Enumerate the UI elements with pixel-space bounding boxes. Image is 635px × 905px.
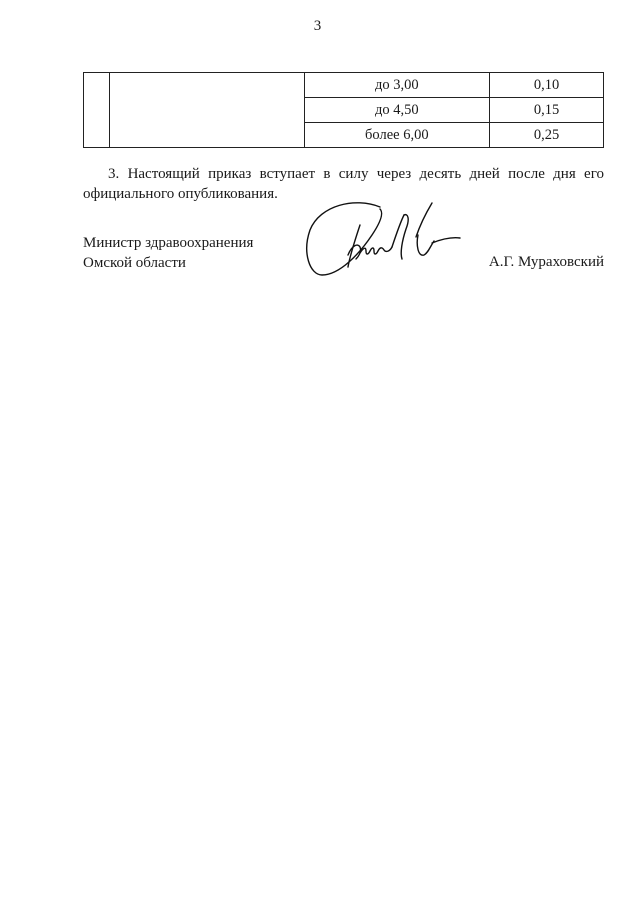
- order-paragraph: 3. Настоящий приказ вступает в силу через десять дней после дня его официального опубликования.: [83, 166, 604, 202]
- table-cell-empty: [109, 73, 304, 148]
- page-number: 3: [313, 18, 322, 34]
- signature-icon: [300, 195, 475, 285]
- table-cell-range: более 6,00: [304, 123, 490, 148]
- signer-title-line2: Омской области: [83, 255, 186, 271]
- tariff-table: [83, 72, 604, 148]
- table-cell-value: 0,15: [490, 98, 604, 123]
- table-row: [84, 73, 604, 98]
- table-cell-range: до 4,50: [304, 98, 490, 123]
- table-cell-value: 0,25: [490, 123, 604, 148]
- signer-title-line1: Министр здравоохранения: [83, 235, 254, 251]
- signer-title: [83, 233, 253, 273]
- table-cell-range: до 3,00: [304, 73, 490, 98]
- table-cell-empty: [84, 73, 110, 148]
- signer-name: А.Г. Мураховский: [488, 254, 604, 270]
- table-cell-value: 0,10: [490, 73, 604, 98]
